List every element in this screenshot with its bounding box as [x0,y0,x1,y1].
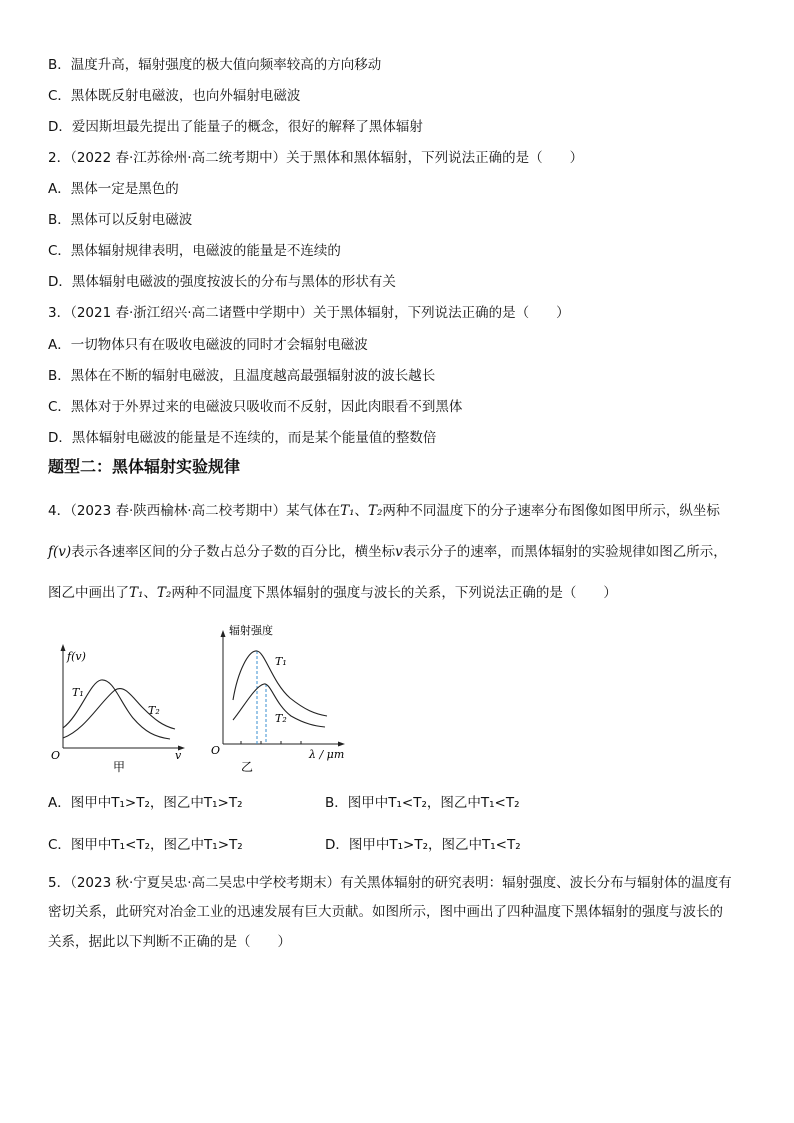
q2-option-c: C．黑体辐射规律表明，电磁波的能量是不连续的 [48,243,341,259]
jia-y-arrow [61,644,66,651]
yi-label-t1: T₁ [275,655,287,668]
q4-t2-b: T₂ [156,585,172,601]
yi-origin: O [211,744,221,757]
yi-ylabel: 辐射强度 [229,624,273,637]
q4-line-1-b: 两种不同温度下的分子速率分布图像如图甲所示，纵坐标 [382,503,720,519]
q4-option-d: D．图甲中T₁>T₂，图乙中T₁<T₂ [325,837,521,853]
q2-option-a: A．黑体一定是黑色的 [48,181,179,197]
q3-option-c: C．黑体对于外界过来的电磁波只吸收而不反射，因此肉眼看不到黑体 [48,399,463,415]
figure-jia [45,640,195,775]
q4-line-1 [48,502,720,520]
jia-caption: 甲 [113,760,126,774]
q4-option-a: A．图甲中T₁>T₂，图乙中T₁>T₂ [48,795,243,811]
q3-stem: 3．（2021 春·浙江绍兴·高二诸暨中学期中）关于黑体辐射，下列说法正确的是（ ） [48,305,570,321]
q1-option-d: D．爱因斯坦最先提出了能量子的概念，很好的解释了黑体辐射 [48,119,423,135]
q4-t1: T₁ [340,503,355,519]
yi-x-arrow [338,742,345,747]
q4-option-c: C．图甲中T₁<T₂，图乙中T₁>T₂ [48,837,243,853]
jia-label-t2: T₂ [148,704,160,717]
yi-y-arrow [221,630,226,637]
q4-line-2-a: 表示各速率区间的分子数占总分子数的百分比，横坐标 [71,544,396,560]
q5-line-1: 5．（2023 秋·宁夏吴忠·高二吴忠中学校考期末）有关黑体辐射的研究表明：辐射强度、波长分布与辐射体的温度有 [48,875,732,891]
q4-t1-b: T₁ [129,585,144,601]
q2-option-b: B．黑体可以反射电磁波 [48,212,193,228]
yi-caption: 乙 [241,760,254,774]
q4-line-2 [48,543,727,561]
q2-option-d: D．黑体辐射电磁波的强度按波长的分布与黑体的形状有关 [48,274,396,290]
q4-line-3-b: 两种不同温度下黑体辐射的强度与波长的关系，下列说法正确的是（ ） [171,585,617,601]
jia-xlabel: v [175,749,182,762]
section-title: 题型二：黑体辐射实验规律 [48,457,241,476]
q3-option-a: A．一切物体只有在吸收电磁波的同时才会辐射电磁波 [48,337,368,353]
q4-option-b: B．图甲中T₁<T₂，图乙中T₁<T₂ [325,795,520,811]
q1-option-c: C．黑体既反射电磁波，也向外辐射电磁波 [48,88,301,104]
q4-fv: f(v) [48,544,72,560]
q3-option-b: B．黑体在不断的辐射电磁波，且温度越高最强辐射波的波长越长 [48,368,436,384]
jia-origin: O [51,749,61,762]
figure-yi [205,620,355,775]
q4-line-3-a: 图乙中画出了 [48,585,129,601]
q4-sep-b: 、 [143,585,157,601]
q5-line-3: 关系，据此以下判断不正确的是（ ） [48,934,291,950]
q3-option-d: D．黑体辐射电磁波的能量是不连续的，而是某个能量值的整数倍 [48,430,437,446]
q4-sep: 、 [354,503,368,519]
q4-t2: T₂ [368,503,383,519]
q1-option-b: B．温度升高，辐射强度的极大值向频率较高的方向移动 [48,57,382,73]
jia-ylabel: f(v) [67,650,86,663]
yi-xlabel: λ / μm [309,748,345,761]
q4-line-2-b: 表示分子的速率，而黑体辐射的实验规律如图乙所示， [402,544,727,560]
q4-line-1-a: 4．（2023 春·陕西榆林·高二校考期中）某气体在 [48,503,341,519]
q4-line-3 [48,584,617,602]
q2-stem: 2．（2022 春·江苏徐州·高二统考期中）关于黑体和黑体辐射，下列说法正确的是（ ） [48,150,584,166]
q4-v: v [395,544,403,560]
q5-line-2: 密切关系，此研究对冶金工业的迅速发展有巨大贡献。如图所示，图中画出了四种温度下黑体辐射的强度与波长的 [48,904,723,920]
yi-label-t2: T₂ [275,712,287,725]
jia-label-t1: T₁ [72,686,84,699]
